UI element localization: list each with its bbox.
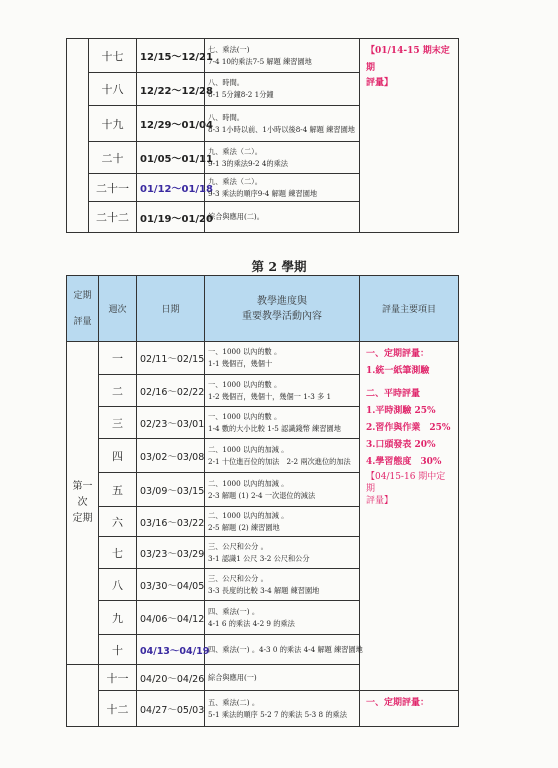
content-cell: 五、乘法(二) 。 5-1 乘法的順序 5-2 7 的乘法 5-3 8 的乘法: [205, 691, 360, 727]
content-cell: 四、乘法(一) 。4-3 0 的乘法 4-4 解題 練習園地: [205, 635, 360, 665]
period-cell: [67, 39, 89, 233]
date-cell: 03/16～03/22: [137, 507, 205, 537]
content-cell: 綜合與應用(一): [205, 665, 360, 691]
table-row: [67, 39, 459, 73]
date-cell: 03/09～03/15: [137, 473, 205, 507]
week-cell: 十一: [99, 665, 137, 691]
date-cell: 03/02～03/08: [137, 439, 205, 473]
date-cell: 12/29～01/04: [137, 106, 205, 142]
date-cell: 02/11～02/15: [137, 342, 205, 375]
content-cell: 七、乘法(一) 7-4 10的乘法7-5 解題 練習園地: [205, 39, 360, 73]
date-cell: 12/22～12/28: [137, 73, 205, 106]
table-row: [67, 691, 459, 727]
eval-cell: [360, 342, 459, 691]
content-cell: 九、乘法（二）。 9-1 3的乘法9-2 4的乘法: [205, 142, 360, 174]
week-cell: 二十: [89, 142, 137, 174]
content-cell: 二、1000 以內的加減 。 2-1 十位進百位的加法 2-2 兩次進位的加法: [205, 439, 360, 473]
week-cell: 十八: [89, 73, 137, 106]
week-cell: 三: [99, 407, 137, 439]
date-cell: 01/05～01/11: [137, 142, 205, 174]
eval-line: 3.口頭發表 20%: [366, 440, 436, 450]
week-cell: 七: [99, 537, 137, 569]
content-cell: 一、1000 以內的數 。 1-2 幾個百，幾個十，幾個一 1-3 多 1: [205, 375, 360, 407]
date-cell: 04/27～05/03: [137, 691, 205, 727]
week-cell: 八: [99, 569, 137, 601]
eval-line: 1.平時測驗 25%: [366, 406, 436, 416]
semester1-table: [66, 38, 459, 233]
date-cell: 03/30～04/05: [137, 569, 205, 601]
week-cell: 十: [99, 635, 137, 665]
week-cell: 二: [99, 375, 137, 407]
content-cell: 八、時間。 8-1 5分鐘8-2 1分鐘: [205, 73, 360, 106]
eval-cell: 【01/14-15 期末定期 評量】: [360, 39, 459, 233]
date-cell: 01/12～01/18: [137, 174, 205, 202]
eval-line: 2.習作與作業 25%: [366, 423, 451, 433]
header-week: 週次: [99, 276, 137, 342]
week-cell: 十七: [89, 39, 137, 73]
date-cell: 04/06～04/12: [137, 601, 205, 635]
week-cell: 四: [99, 439, 137, 473]
content-cell: 二、1000 以內的加減 。 2-3 解題 (1) 2-4 一次退位的減法: [205, 473, 360, 507]
content-cell: 一、1000 以內的數 。 1-4 數的大小比較 1-5 認識錢幣 練習園地: [205, 407, 360, 439]
date-cell: 01/19～01/20: [137, 202, 205, 233]
week-cell: 六: [99, 507, 137, 537]
content-cell: 一、1000 以內的數 。 1-1 幾個百，幾個十: [205, 342, 360, 375]
header-period: 定期 評量: [67, 276, 99, 342]
header-content: 教學進度與 重要教學活動內容: [205, 276, 360, 342]
period-cell-empty: [67, 665, 99, 727]
week-cell: 十二: [99, 691, 137, 727]
week-cell: 二十二: [89, 202, 137, 233]
week-cell: 十九: [89, 106, 137, 142]
date-cell: 12/15～12/21: [137, 39, 205, 73]
header-eval: 評量主要項目: [360, 276, 459, 342]
semester2-table: [66, 275, 459, 727]
week-cell: 二十一: [89, 174, 137, 202]
content-cell: 九、乘法（二）。 9-3 乘法的順序9-4 解題 練習園地: [205, 174, 360, 202]
date-cell: 03/23～03/29: [137, 537, 205, 569]
eval-line: 4.學習態度 30%: [366, 457, 442, 467]
period-label-cell: 第一次 定期: [67, 342, 99, 665]
date-cell: 04/13～04/19: [137, 635, 205, 665]
content-cell: 四、乘法(一) 。 4-1 6 的乘法 4-2 9 的乘法: [205, 601, 360, 635]
content-cell: 八、時間。 8-3 1小時以前、1小時以後8-4 解題 練習園地: [205, 106, 360, 142]
eval-line: 【04/15-16 期中定期: [366, 472, 446, 494]
content-cell: 二、1000 以內的加減 。 2-5 解題 (2) 練習園地: [205, 507, 360, 537]
content-cell: 三、公尺和公分 。 3-1 認識1 公尺 3-2 公尺和公分: [205, 537, 360, 569]
date-cell: 02/16～02/22: [137, 375, 205, 407]
content-cell: 綜合與應用(二)。: [205, 202, 360, 233]
eval-line: 二、平時評量: [366, 389, 421, 399]
eval-line: 一、定期評量：: [366, 349, 430, 359]
date-cell: 04/20～04/26: [137, 665, 205, 691]
eval-cell-2: 一、定期評量：: [360, 691, 459, 727]
header-date: 日期: [137, 276, 205, 342]
week-cell: 五: [99, 473, 137, 507]
content-cell: 三、公尺和公分 。 3-3 長度的比較 3-4 解題 練習園地: [205, 569, 360, 601]
semester2-title: 第 2 學期: [251, 259, 307, 274]
eval-line: 評量】: [366, 496, 394, 506]
week-cell: 九: [99, 601, 137, 635]
eval-line: 1.統一紙筆測驗: [366, 366, 430, 376]
week-cell: 一: [99, 342, 137, 375]
table-row: [67, 342, 459, 375]
date-cell: 02/23～03/01: [137, 407, 205, 439]
